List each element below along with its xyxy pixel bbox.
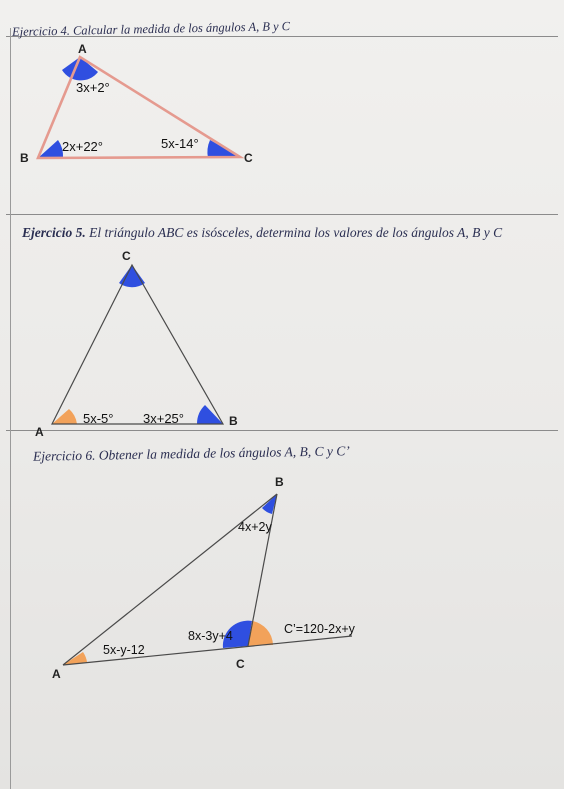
angle-a-arc <box>62 57 98 80</box>
exercise6-triangle <box>52 475 356 681</box>
triangle-edges <box>52 265 223 424</box>
exercise5-title-prefix: Ejercicio 5. <box>22 225 86 240</box>
exercise5-title-rest: El triángulo ABC es isósceles, determina los valores de los ángulos A, B y C <box>85 225 503 240</box>
vertex-c-label: C <box>244 151 253 165</box>
angle-c-expression: 8x-3y+4 <box>188 629 233 643</box>
angle-a-expression: 5x-y-12 <box>103 643 145 657</box>
exercise5-triangle <box>35 249 238 439</box>
angle-a-expression: 5x-5° <box>83 411 114 426</box>
vertex-b-label: B <box>229 414 238 428</box>
vertex-c-label: C <box>122 249 131 263</box>
vertex-a-label: A <box>52 667 61 681</box>
angle-b-arc <box>197 405 223 424</box>
exercise6-title: Ejercicio 6. Obtener la medida de los ángulos A, B, C y C’ <box>32 443 350 464</box>
angle-a-expression: 3x+2° <box>76 80 110 95</box>
exercise4-triangle <box>20 42 253 165</box>
angle-b-expression: 2x+22° <box>62 139 103 154</box>
vertex-b-label: B <box>20 151 29 165</box>
angle-c-ext-expression: C’=120-2x+y <box>284 622 355 636</box>
vertex-b-label: B <box>275 475 284 489</box>
vertex-a-label: A <box>78 42 87 56</box>
side-bc <box>248 494 277 646</box>
angle-b-expression: 3x+25° <box>143 411 184 426</box>
angle-b-expression: 4x+2y <box>238 520 272 534</box>
vertex-c-label: C <box>236 657 245 671</box>
vertex-a-label: A <box>35 425 44 439</box>
angle-c-expression: 5x-14° <box>161 136 199 151</box>
exercise4-title: Ejercicio 4. Calcular la medida de los ángulos A, B y C <box>11 19 291 39</box>
